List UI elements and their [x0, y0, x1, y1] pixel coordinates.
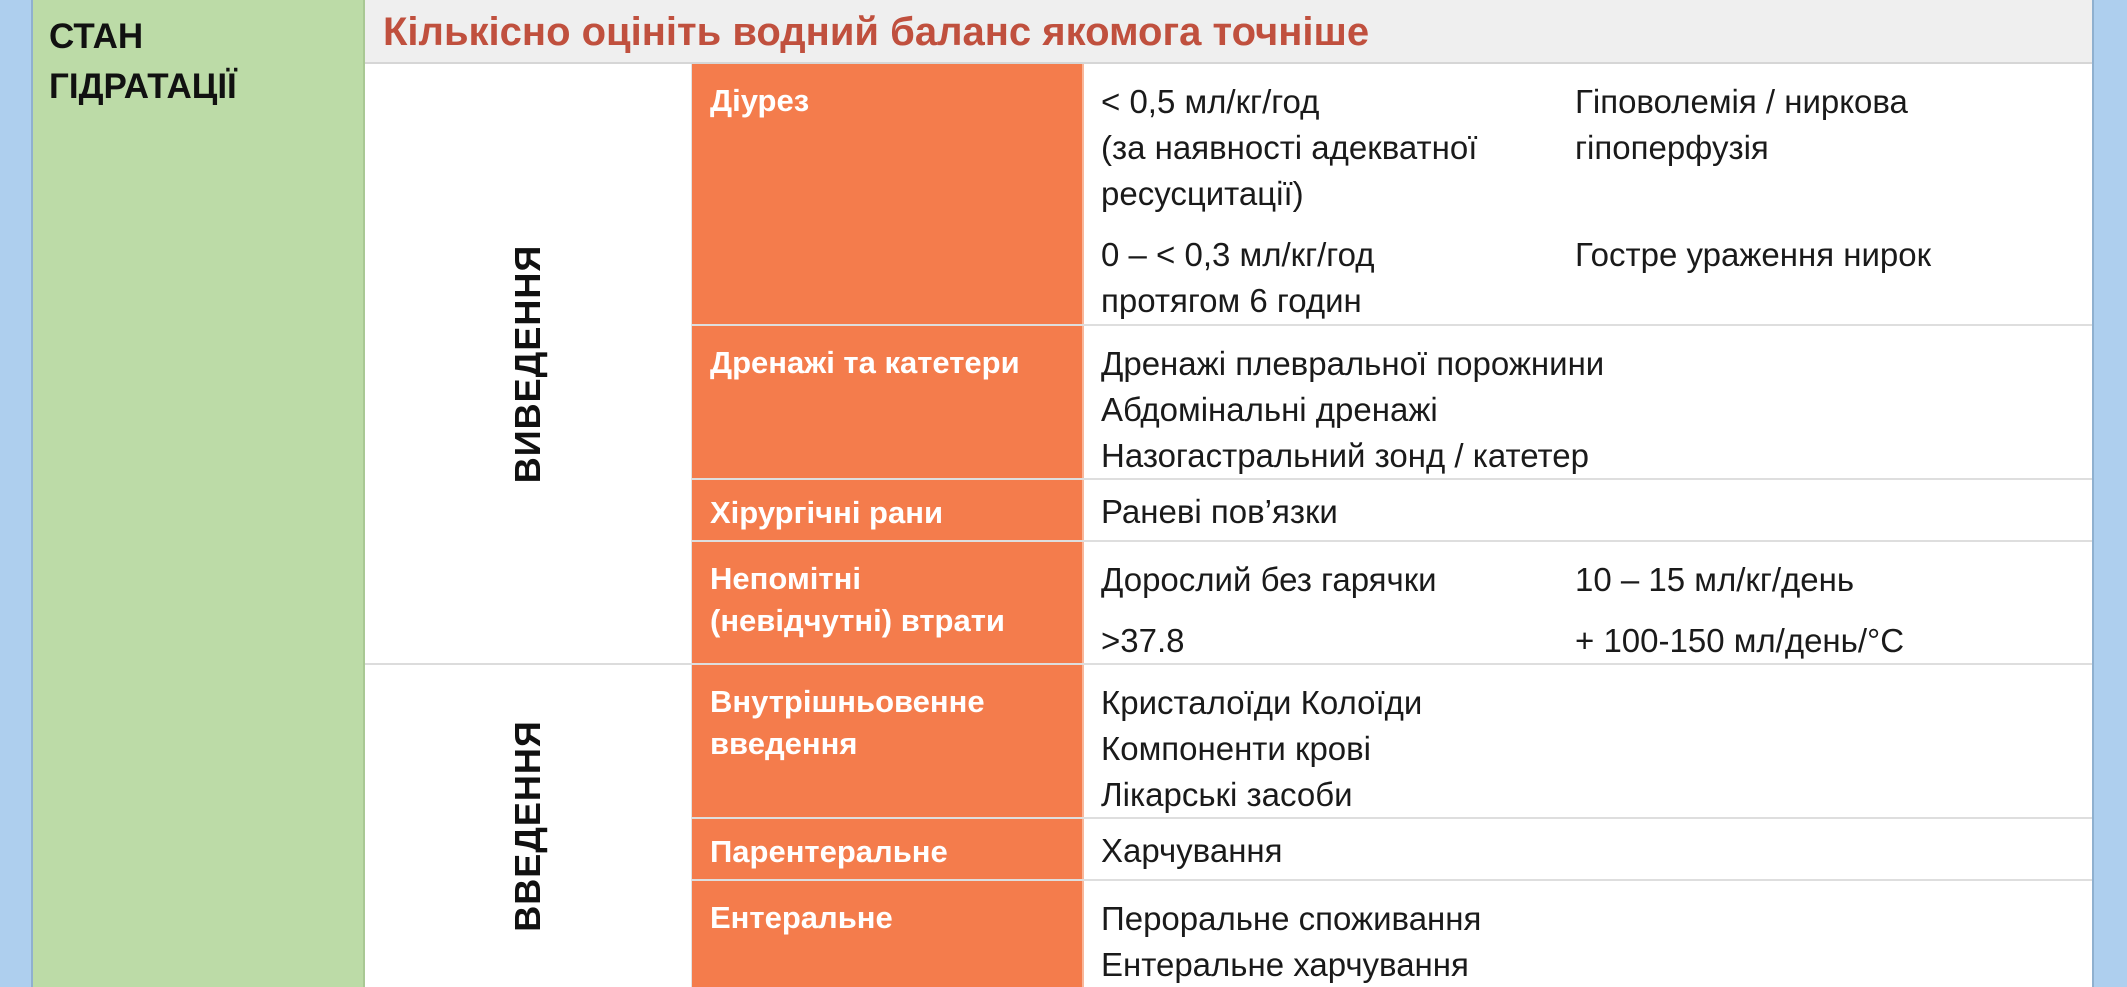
list-item: Назогастральний зонд / катетер: [1101, 437, 1589, 474]
table-row-enteral: [692, 881, 2092, 987]
value-pair: [1101, 79, 2092, 217]
row-label-text: Дренажі та катетери: [710, 345, 1020, 380]
row-label-text: Ентеральне: [710, 900, 893, 935]
row-content: [1084, 881, 2092, 987]
list-item: Ентеральне харчування: [1101, 946, 1469, 983]
row-label: [692, 665, 1084, 817]
table-row-diuresis: [692, 64, 2092, 326]
row-label-text: Непомітні (невідчутні) втрати: [710, 561, 1005, 638]
list-item: Дренажі плевральної порожнини: [1101, 345, 1605, 382]
row-label: [692, 819, 1084, 879]
page-title: Кількісно оцініть водний баланс якомога точніше: [383, 10, 1370, 54]
value-amount: + 100-150 мл/день/°C: [1575, 622, 1905, 659]
value-pair: [1101, 618, 2092, 664]
value-pair: [1101, 232, 2092, 324]
table-row-parenteral: [692, 819, 2092, 881]
row-label-text: Парентеральне: [710, 834, 948, 869]
hydration-status-column: [33, 0, 365, 987]
list-item: Пероральне споживання: [1101, 900, 1482, 937]
slide-frame: [31, 0, 2094, 987]
value-pair: [1101, 557, 2092, 603]
row-label: [692, 480, 1084, 540]
table-row-insensible-losses: [692, 542, 2092, 665]
list-item: Харчування: [1101, 832, 1283, 869]
row-label: [692, 64, 1084, 324]
hydration-status-title: СТАН ГІДРАТАЦІЇ: [49, 17, 237, 106]
value-interpretation: Гіповолемія / ниркова гіпоперфузія: [1575, 83, 1908, 166]
row-label: [692, 881, 1084, 987]
value-condition: < 0,5 мл/кг/год (за наявності адекватної ресусцитації): [1101, 83, 1478, 212]
table-row-intravenous: [692, 665, 2092, 819]
row-content: [1084, 64, 2092, 324]
row-content: [1084, 665, 2092, 817]
group-output: [365, 64, 692, 665]
list-item: Компоненти крові: [1101, 730, 1372, 767]
value-amount: 10 – 15 мл/кг/день: [1575, 561, 1855, 598]
row-content: [1084, 480, 2092, 540]
value-condition: >37.8: [1101, 622, 1185, 659]
row-content: [1084, 819, 2092, 879]
list-item: Лікарські засоби: [1101, 776, 1353, 813]
row-label-text: Діурез: [710, 83, 810, 118]
value-condition: Дорослий без гарячки: [1101, 561, 1437, 598]
row-label: [692, 326, 1084, 478]
group-input-label: ВВЕДЕННЯ: [507, 720, 548, 932]
row-label: [692, 542, 1084, 663]
row-label-text: Хірургічні рани: [710, 495, 944, 530]
list-item: Кристалоїди Колоїди: [1101, 684, 1423, 721]
row-content: [1084, 542, 2092, 663]
header-bar: [365, 0, 2092, 64]
group-input: [365, 665, 692, 987]
table-row-drains-catheters: [692, 326, 2092, 480]
value-interpretation: Гостре ураження нирок: [1575, 236, 1932, 273]
group-output-label: ВИВЕДЕННЯ: [507, 244, 548, 483]
list-item: Раневі пов’язки: [1101, 493, 1338, 530]
row-content: [1084, 326, 2092, 478]
value-condition: 0 – < 0,3 мл/кг/год протягом 6 годин: [1101, 236, 1375, 319]
row-label-text: Внутрішньовенне введення: [710, 684, 985, 761]
table-row-surgical-wounds: [692, 480, 2092, 542]
list-item: Абдомінальні дренажі: [1101, 391, 1438, 428]
